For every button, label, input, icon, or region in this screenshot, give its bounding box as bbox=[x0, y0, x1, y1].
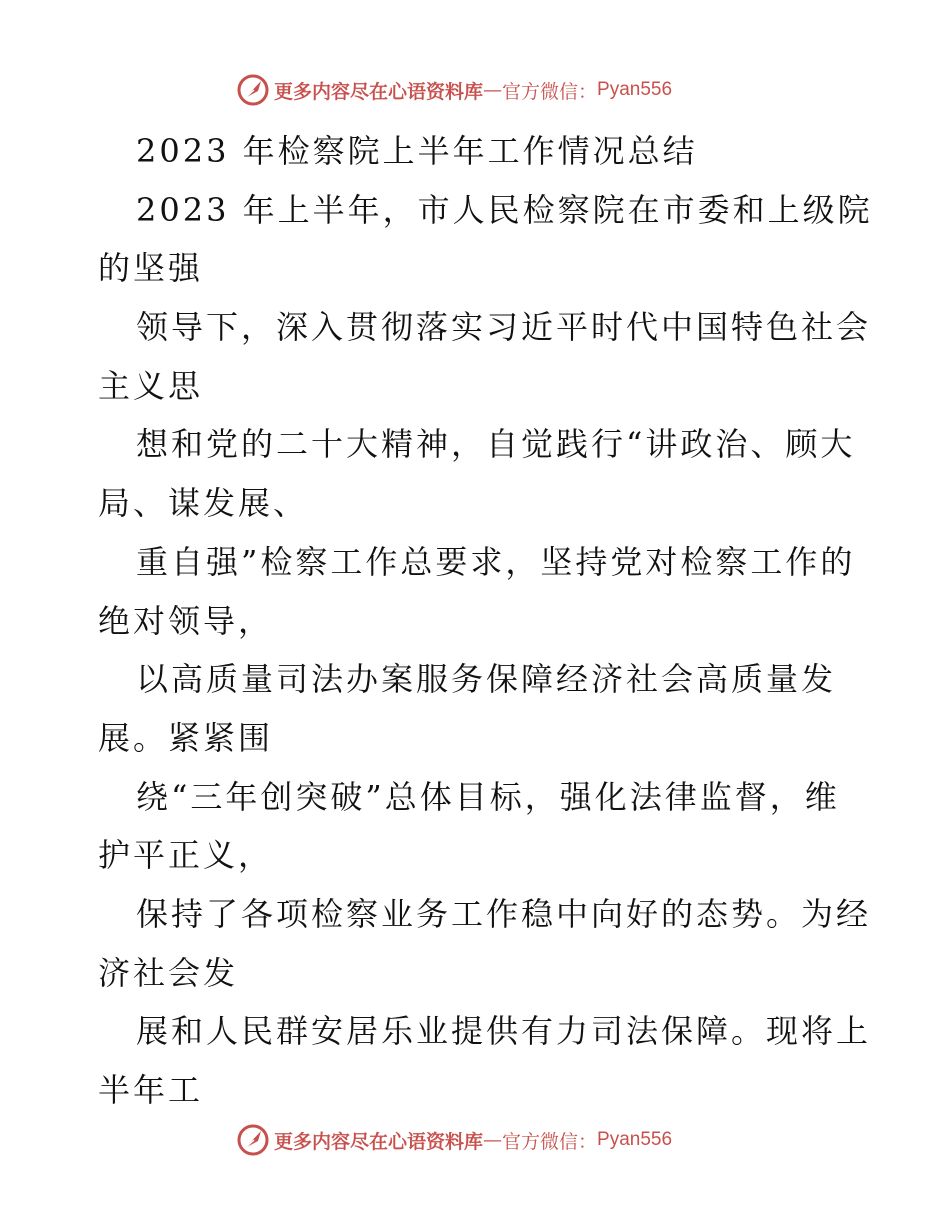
paragraph-line: 展和人民群安居乐业提供有力司法保障。现将上 bbox=[136, 1012, 872, 1051]
paragraph-line: 主义思 bbox=[98, 366, 204, 405]
watermark-dash: — bbox=[483, 79, 503, 101]
paragraph-line: 的坚强 bbox=[98, 249, 204, 288]
paragraph-line: 想和党的二十大精神，自觉践行“讲政治、顾大 bbox=[136, 425, 856, 464]
paragraph-line: 领导下，深入贯彻落实习近平时代中国特色社会 bbox=[136, 308, 872, 347]
paragraph-line: 局、谋发展、 bbox=[98, 484, 309, 523]
paragraph-line: 绕“三年创突破”总体目标，强化法律监督，维 bbox=[136, 777, 840, 816]
watermark-official-label: 官方微信： bbox=[502, 1130, 598, 1153]
feather-pen-logo-icon bbox=[236, 73, 270, 107]
watermark-brand: 更多内容尽在心语资料库 bbox=[274, 80, 484, 103]
header-watermark bbox=[236, 73, 672, 107]
document-body bbox=[98, 122, 873, 1120]
watermark-dash: — bbox=[483, 1129, 503, 1151]
paragraph-line: 展。紧紧围 bbox=[98, 718, 274, 757]
watermark-wechat-id: Pyan556 bbox=[597, 79, 673, 100]
feather-pen-logo-icon bbox=[236, 1123, 270, 1157]
watermark-brand: 更多内容尽在心语资料库 bbox=[274, 1130, 484, 1153]
paragraph-line: 以高质量司法办案服务保障经济社会高质量发 bbox=[136, 660, 837, 699]
paragraph-line: 半年工 bbox=[98, 1071, 204, 1109]
paragraph-line: 护平正义， bbox=[98, 836, 274, 875]
paragraph-line: 保持了各项检察业务工作稳中向好的态势。为经 bbox=[136, 894, 872, 933]
watermark-official-label: 官方微信： bbox=[502, 80, 598, 103]
paragraph-line: 济社会发 bbox=[98, 953, 239, 992]
paragraph-line: 重自强”检察工作总要求，坚持党对检察工作的 bbox=[136, 542, 856, 581]
footer-watermark bbox=[236, 1123, 672, 1157]
paragraph-line: 绝对领导， bbox=[98, 601, 274, 640]
document-title: 2023 年检察院上半年工作情况总结 bbox=[136, 132, 698, 170]
watermark-wechat-id: Pyan556 bbox=[597, 1129, 673, 1150]
paragraph-line: 2023 年上半年，市人民检察院在市委和上级院 bbox=[136, 190, 873, 229]
